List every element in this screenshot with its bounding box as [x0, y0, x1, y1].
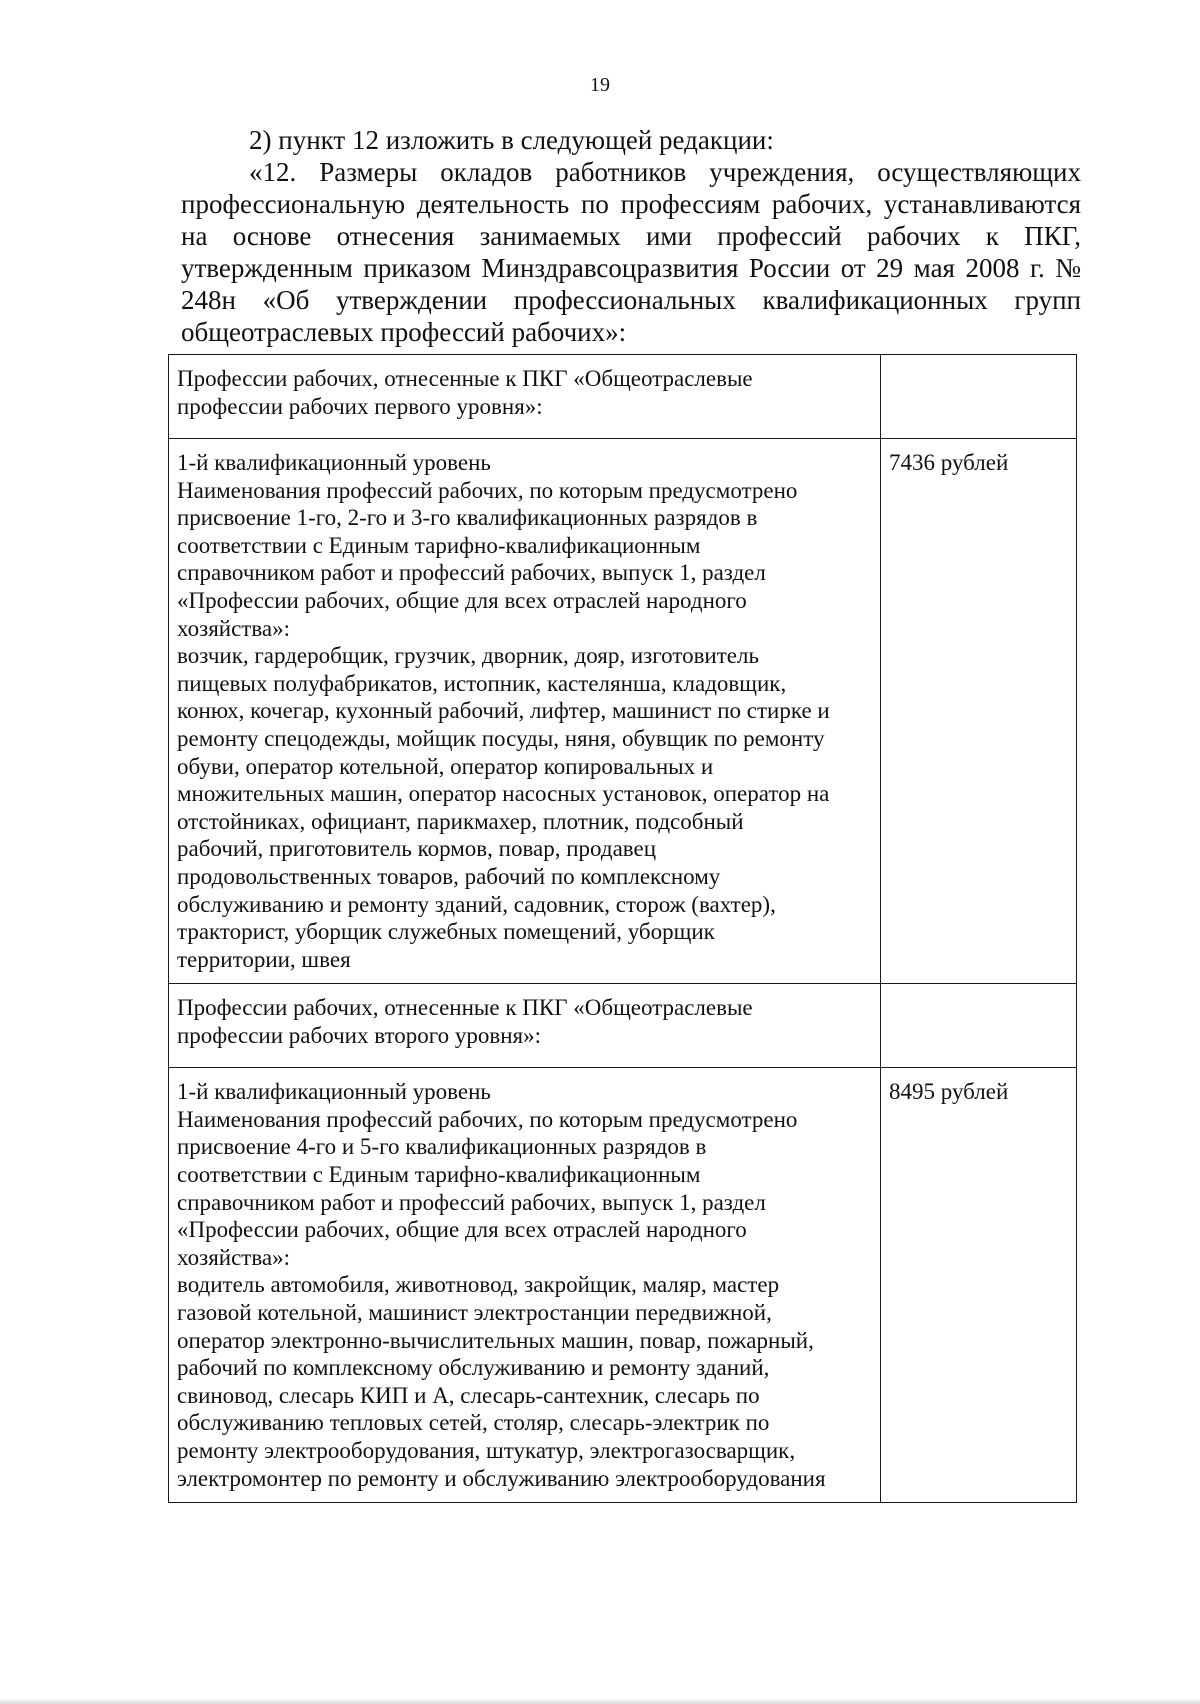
group-1-title	[169, 355, 881, 439]
group-2-salary: 8495 рублей	[881, 1068, 1077, 1503]
table-row-group-1	[169, 355, 1077, 439]
level-line: обуви, оператор котельной, оператор копировальных и	[177, 753, 714, 779]
group-1-level-description	[169, 439, 881, 984]
level-line: конюх, кочегар, кухонный рабочий, лифтер, машинист по стирке и	[177, 698, 830, 724]
level-line: возчик, гардеробщик, грузчик, дворник, дояр, изготовитель	[177, 643, 759, 669]
level-line: «Профессии рабочих, общие для всех отраслей народного	[177, 1217, 747, 1243]
level-line: отстойниках, официант, парикмахер, плотник, подсобный	[177, 808, 744, 834]
group-2-level-description	[169, 1068, 881, 1503]
level-line: рабочий по комплексному обслуживанию и ремонту зданий,	[177, 1355, 770, 1381]
level-line: газовой котельной, машинист электростанции передвижной,	[177, 1300, 772, 1326]
level-line: обслуживанию и ремонту зданий, садовник, сторож (вахтер),	[177, 891, 776, 917]
group-1-salary-cell	[881, 355, 1077, 439]
level-line: пищевых полуфабрикатов, истопник, кастелянша, кладовщик,	[177, 670, 787, 696]
level-line: оператор электронно-вычислительных машин, повар, пожарный,	[177, 1327, 814, 1353]
level-line: хозяйства»:	[177, 1244, 291, 1270]
salary-table	[168, 354, 1077, 1503]
level-line: продовольственных товаров, рабочий по комплексному	[177, 863, 721, 889]
level-line: рабочий, приготовитель кормов, повар, продавец	[177, 836, 657, 862]
group-2-salary-cell	[881, 984, 1077, 1068]
level-line: соответствии с Единым тарифно-квалификационным	[177, 1162, 701, 1188]
level-line: ремонту спецодежды, мойщик посуды, няня, обувщик по ремонту	[177, 725, 825, 751]
level-line: присвоение 1-го, 2-го и 3-го квалификационных разрядов в	[177, 505, 758, 531]
level-line: свиновод, слесарь КИП и А, слесарь-сантехник, слесарь по	[177, 1382, 760, 1408]
level-line: справочником работ и профессий рабочих, выпуск 1, раздел	[177, 560, 766, 586]
group-2-title	[169, 984, 881, 1068]
group-2-title-line: профессии рабочих второго уровня»:	[177, 1022, 542, 1048]
table-row-group-1-level-1	[169, 439, 1077, 984]
level-line: территории, швея	[177, 946, 351, 972]
level-line: присвоение 4-го и 5-го квалификационных разрядов в	[177, 1134, 707, 1160]
group-2-title-line: Профессии рабочих, отнесенные к ПКГ «Общеотраслевые	[177, 995, 753, 1021]
group-1-title-line: профессии рабочих первого уровня»:	[177, 393, 543, 419]
level-line: Наименования профессий рабочих, по которым предусмотрено	[177, 1106, 798, 1132]
level-line: множительных машин, оператор насосных установок, оператор на	[177, 781, 830, 807]
level-line: справочником работ и профессий рабочих, выпуск 1, раздел	[177, 1189, 766, 1215]
level-line: соответствии с Единым тарифно-квалификационным	[177, 532, 701, 558]
level-line: Наименования профессий рабочих, по которым предусмотрено	[177, 477, 798, 503]
scan-edge-shadow	[0, 1698, 1200, 1704]
level-line: ремонту электрооборудования, штукатур, электрогазосварщик,	[177, 1438, 796, 1463]
level-line: обслуживанию тепловых сетей, столяр, слесарь-электрик по	[177, 1410, 770, 1436]
level-name: 1-й квалификационный уровень	[177, 450, 491, 475]
level-name: 1-й квалификационный уровень	[177, 1079, 491, 1105]
body-text	[181, 124, 1081, 348]
page-number: 19	[590, 74, 610, 96]
level-line: тракторист, уборщик служебных помещений, уборщик	[177, 919, 715, 945]
amendment-item-line: 2) пункт 12 изложить в следующей редакции:	[249, 125, 774, 155]
table-row-group-2-level-1	[169, 1068, 1077, 1503]
group-1-salary: 7436 рублей	[881, 439, 1077, 984]
table-row-group-2	[169, 984, 1077, 1068]
item-12-paragraph: «12. Размеры окладов работников учреждения, осуществляющих профессиональную деятельность по профессиям рабочих, устанавливаются на основе отнесения занимаемых ими профессий рабочих к ПКГ, утвержденным приказом Минздравсоцразвития России от 29 мая 2008 г. № 248н «Об утверждении профессиональных квалификационных групп общеотраслевых профессий рабочих»:	[181, 157, 1081, 347]
level-line: водитель автомобиля, животновод, закройщик, маляр, мастер	[177, 1272, 780, 1298]
level-line: хозяйства»:	[177, 615, 291, 641]
group-1-title-line: Профессии рабочих, отнесенные к ПКГ «Общеотраслевые	[177, 366, 753, 391]
level-line: «Профессии рабочих, общие для всех отраслей народного	[177, 587, 747, 613]
level-line: электромонтер по ремонту и обслуживанию электрооборудования	[177, 1465, 826, 1491]
